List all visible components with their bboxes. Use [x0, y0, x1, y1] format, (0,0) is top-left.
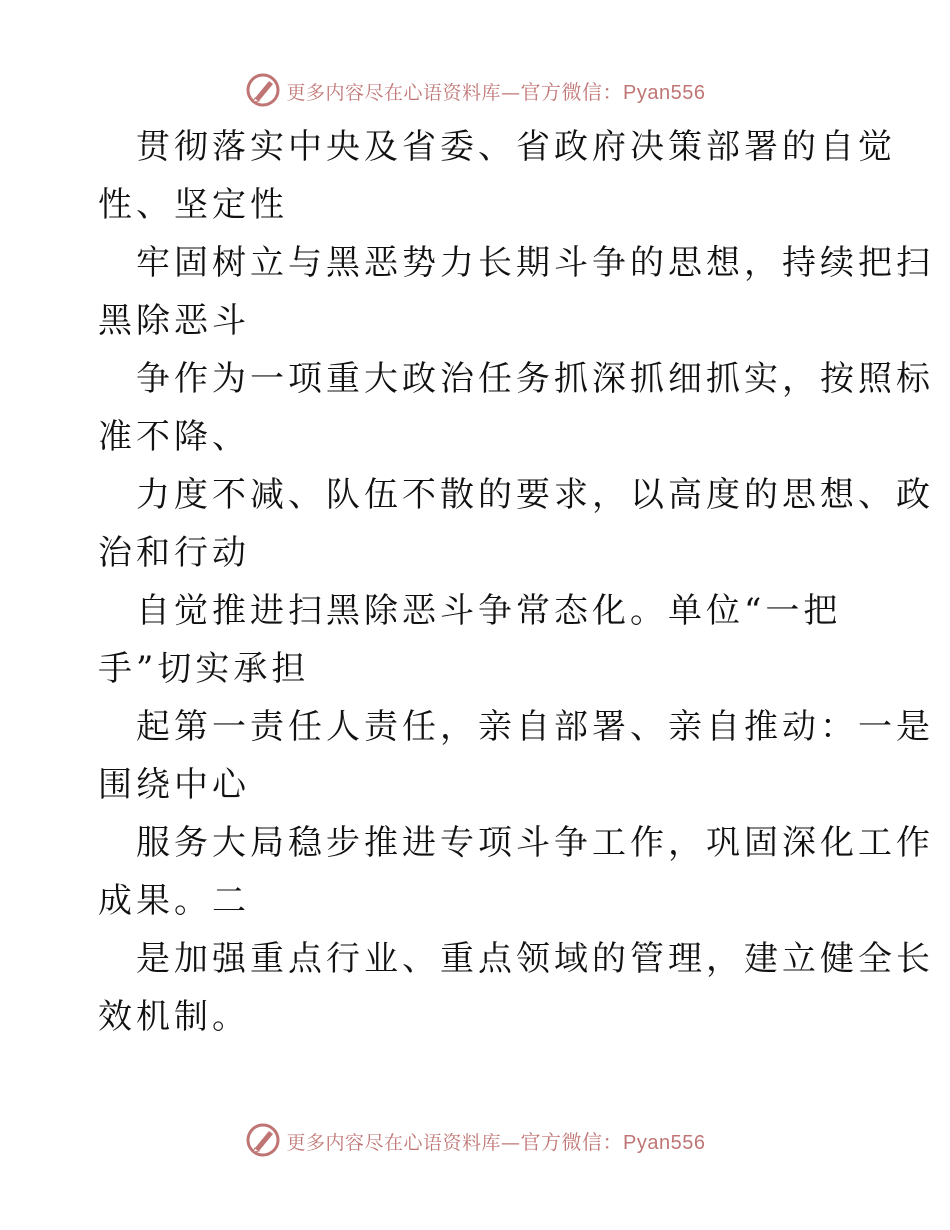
banner-dash: — — [501, 1131, 521, 1154]
paragraph-line: 效机制。 — [98, 997, 250, 1037]
paragraph-line: 治和行动 — [98, 533, 250, 573]
pen-logo-icon — [245, 72, 281, 108]
paragraph-line: 起第一责任人责任，亲自部署、亲自推动：一是 — [136, 707, 934, 747]
paragraph-line: 围绕中心 — [98, 765, 250, 805]
paragraph-line: 自觉推进扫黑除恶斗争常态化。单位“一把 — [136, 591, 842, 631]
paragraph-line: 服务大局稳步推进专项斗争工作，巩固深化工作 — [136, 823, 934, 863]
paragraph-line: 争作为一项重大政治任务抓深抓细抓实，按照标 — [136, 359, 934, 399]
banner-wechat: 官方微信：Pyan556 — [520, 1131, 706, 1154]
paragraph — [98, 582, 858, 698]
paragraph-line: 牢固树立与黑恶势力长期斗争的思想，持续把扫 — [136, 243, 934, 283]
banner-text — [287, 76, 706, 105]
banner-title: 更多内容尽在心语资料库 — [286, 1131, 502, 1154]
paragraph-line: 黑除恶斗 — [98, 301, 250, 341]
paragraph-line: 贯彻落实中央及省委、省政府决策部署的自觉 — [136, 127, 896, 167]
paragraph-line: 是加强重点行业、重点领域的管理，建立健全长 — [136, 939, 934, 979]
banner-wechat: 官方微信：Pyan556 — [520, 81, 706, 104]
paragraph-line: 准不降、 — [98, 417, 250, 457]
footer-banner — [0, 1120, 950, 1160]
paragraph-line: 性、坚定性 — [98, 185, 288, 225]
paragraph-line: 力度不减、队伍不散的要求，以高度的思想、政 — [136, 475, 934, 515]
paragraph — [98, 930, 934, 1046]
paragraph — [98, 466, 934, 582]
header-banner — [0, 70, 950, 110]
banner-title: 更多内容尽在心语资料库 — [286, 81, 502, 104]
pen-logo-icon — [245, 1122, 281, 1158]
banner-text — [287, 1126, 706, 1155]
paragraph — [98, 350, 934, 466]
banner-dash: — — [501, 81, 521, 104]
document-body — [98, 118, 934, 1046]
paragraph — [98, 814, 934, 930]
paragraph-line: 手”切实承担 — [98, 649, 310, 689]
paragraph — [98, 234, 934, 350]
paragraph-line: 成果。二 — [98, 881, 250, 921]
paragraph — [98, 698, 934, 814]
paragraph — [98, 118, 896, 234]
